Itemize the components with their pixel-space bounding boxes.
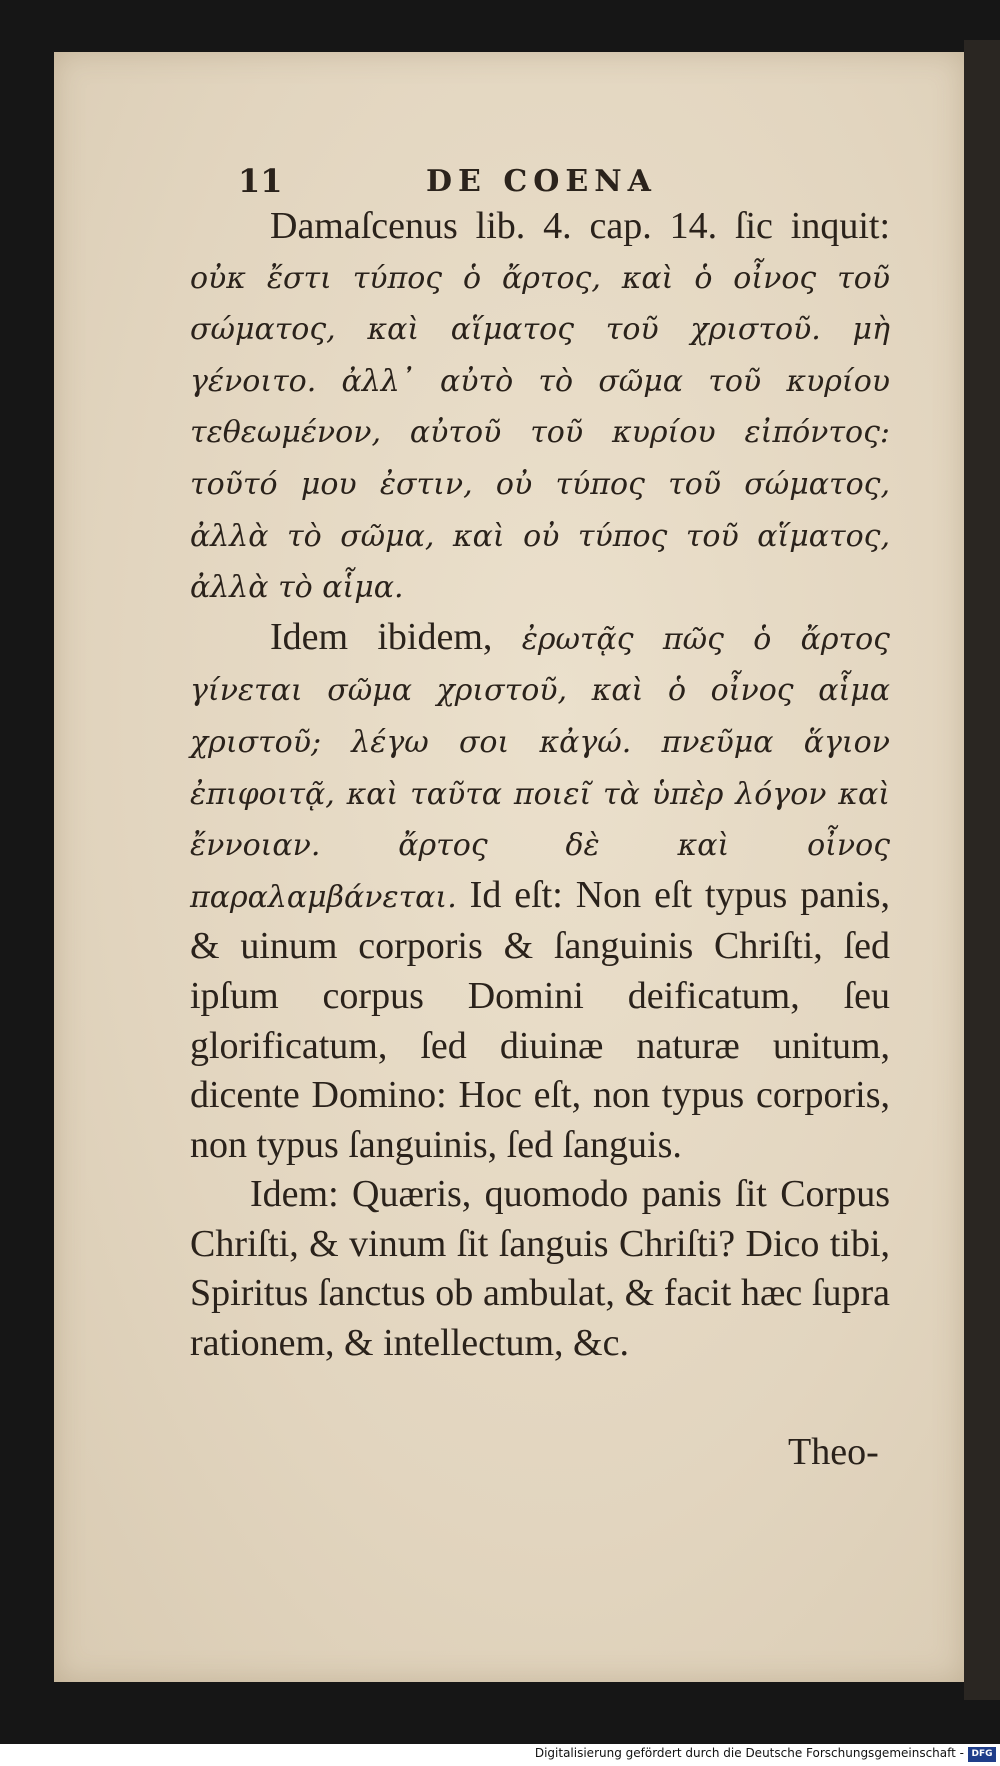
latin-text: Damaſcenus lib. 4. cap. 14. ſic inquit: <box>270 205 890 247</box>
book-edge <box>964 40 1000 1700</box>
footer-bar <box>0 1744 1000 1766</box>
page-number: 11 <box>238 162 283 200</box>
page-header <box>238 162 918 206</box>
paragraph-idem-ibidem <box>190 613 890 1171</box>
body-text <box>190 202 890 1369</box>
greek-text: ἐρωτᾷς πῶς ὁ ἄρτος γίνεται σῶμα χριστοῦ, καὶ ὁ οἶνος αἷμα χριστοῦ; λέγω σοι κἀγώ. πνεῦμα ἅγιον ἐπιφοιτᾷ, καὶ ταῦτα ποιεῖ τὰ ὑπὲρ λόγον καὶ ἔννοιαν. ἄρτος δὲ καὶ οἶνος παραλαμβάνεται. <box>190 621 890 915</box>
paragraph-damascenus <box>190 202 890 613</box>
latin-text: Idem: Quæris, quomodo panis ſit Corpus Chriſti, & vinum ſit ſanguis Chriſti? Dico tibi, Spiritus ſanctus ob ambulat, & facit hæc ſupra rationem, & intellectum, &c. <box>190 1173 890 1365</box>
digitization-credit: Digitalisierung gefördert durch die Deutsche Forschungsgemeinschaft - <box>534 1746 964 1760</box>
paragraph-idem <box>190 1170 890 1368</box>
running-head: DE COENA <box>426 164 657 199</box>
greek-text: οὐκ ἔστι τύπος ὁ ἄρτος, καὶ ὁ οἶνος τοῦ σώματος, καὶ αἵματος τοῦ χριστοῦ. μὴ γένοιτο. ἀλλ᾽ αὐτὸ τὸ σῶμα τοῦ κυρίου τεθεωμένον, αὐτοῦ τοῦ κυρίου εἰπόντος: τοῦτό μου ἐστιν, οὐ τύπος τοῦ σώματος, ἀλλὰ τὸ σῶμα, καὶ οὐ τύπος τοῦ αἵματος, ἀλλὰ τὸ αἷμα. <box>190 260 890 606</box>
latin-translation: Id eſt: Non eſt typus panis, & uinum corporis & ſanguinis Chriſti, ſed ipſum corpus Domini deificatum, ſeu glorificatum, ſed diuinæ naturæ unitum, dicente Domino: Hoc eſt, non typus corporis, non typus ſanguinis, ſed ſanguis. <box>190 873 890 1166</box>
catchword: Theo- <box>788 1431 879 1473</box>
dfg-logo: DFG <box>968 1747 996 1762</box>
latin-text: Idem ibidem, <box>270 615 522 658</box>
